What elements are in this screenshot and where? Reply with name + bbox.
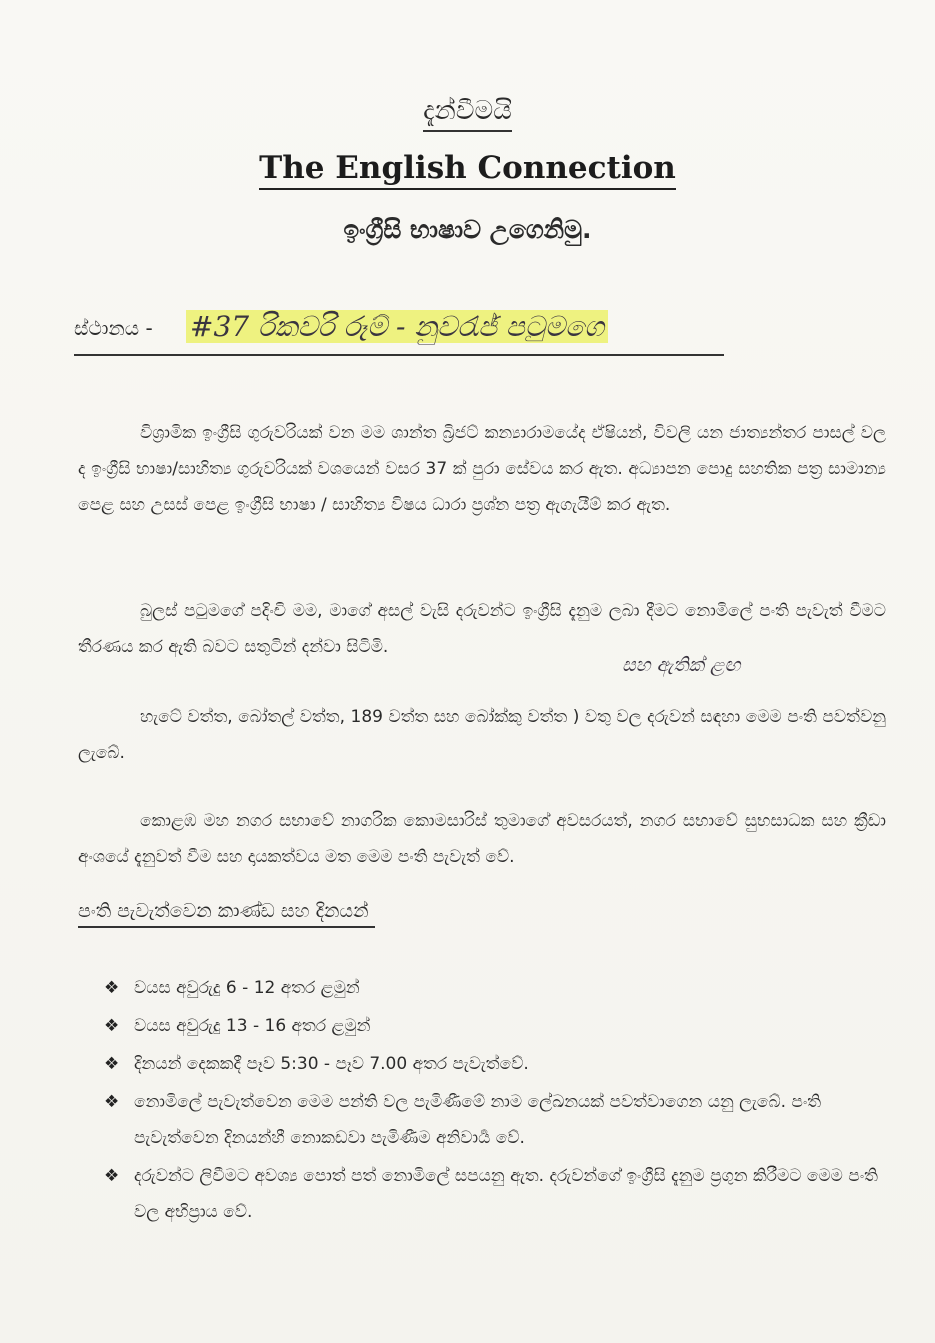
list-item [104, 1158, 904, 1230]
four-diamond-bullet-icon: ❖ [104, 978, 120, 998]
four-diamond-bullet-icon: ❖ [104, 1092, 120, 1112]
list-item-text: දරුවන්ට ලිවීමට අවශ්‍ය පොත් පත් නොමිලේ සපයනු ඇත. දරුවන්ගේ ඉංග්‍රීසි දැනුම ප්‍රගුන කිරීමට මෙම පංති වල අභිප්‍රාය වේ. [134, 1166, 878, 1222]
list-item [104, 1084, 904, 1156]
estates-paragraph: හැටේ වත්ත, බෝතල් වත්ත, 189 වත්ත සහ බෝක්කු වත්ත ) වතු වල දරුවන් සඳහා මෙම පංති පවත්වනු ලැබේ. [78, 707, 886, 763]
details-list [104, 970, 904, 1232]
page-title [0, 150, 935, 186]
permission-paragraph: කොළඹ මහ නගර සභාවේ නාගරික කොමසාරිස් තුමාගේ අවසරයත්, නගර සභාවේ සුභසාධක සහ ක්‍රීඩා අංශයේ දැනුවත් වීම සහ දායකත්වය මත මෙම පංති පැවැත් වේ. [78, 811, 886, 867]
list-item-text: නොමිලේ පැවැත්වෙන මෙම පන්ති වල පැමිණීමේ නාම ලේඛනයක් පවත්වාගෙන යනු ලැබේ. පංති පැවැත්වෙන දිනයන්හී නොකඩවා පැමිණීම අනිවාර්‍ය වේ. [134, 1092, 822, 1148]
list-item-text: වයස අවුරුදු 13 - 16 අතර ළමුන් [134, 1016, 371, 1036]
four-diamond-bullet-icon: ❖ [104, 1054, 120, 1074]
list-item-text: වයස අවුරුදු 6 - 12 අතර ළමුන් [134, 978, 360, 998]
venue-value-text: #37 රිකවරි රූම් - නුවරැජ් පටුමගෙ [186, 310, 608, 343]
four-diamond-bullet-icon: ❖ [104, 1166, 120, 1186]
list-item [104, 1046, 904, 1082]
intro-paragraph: විශ්‍රාමික ඉංග්‍රීසි ගුරුවරියක් වන මම ශාන්ත බ්‍රිජට් කන්‍යාරාමයේද ඒෂියන්, විවලි යන ජාත්‍යන්තර පාසල් වල ද ඉංග්‍රීසි භාෂා/සාහිත්‍ය ගුරුවරියක් වශයෙන් වසර 37 ක් පුරා සේවය කර ඇත. අධ්‍යාපන පොදු සහතික පත්‍ර සාමාන්‍ය පෙළ සහ උසස් පෙළ ඉංග්‍රීසි භාෂා / සාහිත්‍ය විෂය ධාරා ප්‍රශ්න පත්‍ර ඇගැයීම් කර ඇත. [78, 423, 886, 515]
section-heading: පංති පැවැත්වෙන කාණ්ඩ සහ දිනයන් [78, 900, 375, 928]
notice-heading [0, 96, 935, 127]
handwritten-note: සහ ඇතික් ළඟ [622, 654, 741, 676]
four-diamond-bullet-icon: ❖ [104, 1016, 120, 1036]
page-title-text: The English Connection [259, 150, 676, 190]
page-subtitle: ඉංග්‍රීසි භාෂාව උගෙනිමු. [343, 215, 592, 244]
venue-label: ස්ථානය - [74, 316, 153, 340]
venue-value [186, 310, 608, 344]
venue-line [74, 310, 724, 356]
notice-heading-text: දැන්වීමයි [423, 96, 512, 132]
announcement-paragraph: බුලස් පටුමගේ පදිංචි මම, මාගේ අසල් වැසි දරුවන්ට ඉංග්‍රීසි දැනුම ලබා දීමට නොමිලේ පංති පැවැත් වීමට තීරණය කර ඇති බවට සතුටින් දන්වා සිටිමි. [78, 601, 886, 657]
list-item [104, 1008, 904, 1044]
list-item [104, 970, 904, 1006]
list-item-text: දිනයන් දෙකකදී පෑව 5:30 - පෑව 7.00 අතර පැවැත්වේ. [134, 1054, 529, 1074]
